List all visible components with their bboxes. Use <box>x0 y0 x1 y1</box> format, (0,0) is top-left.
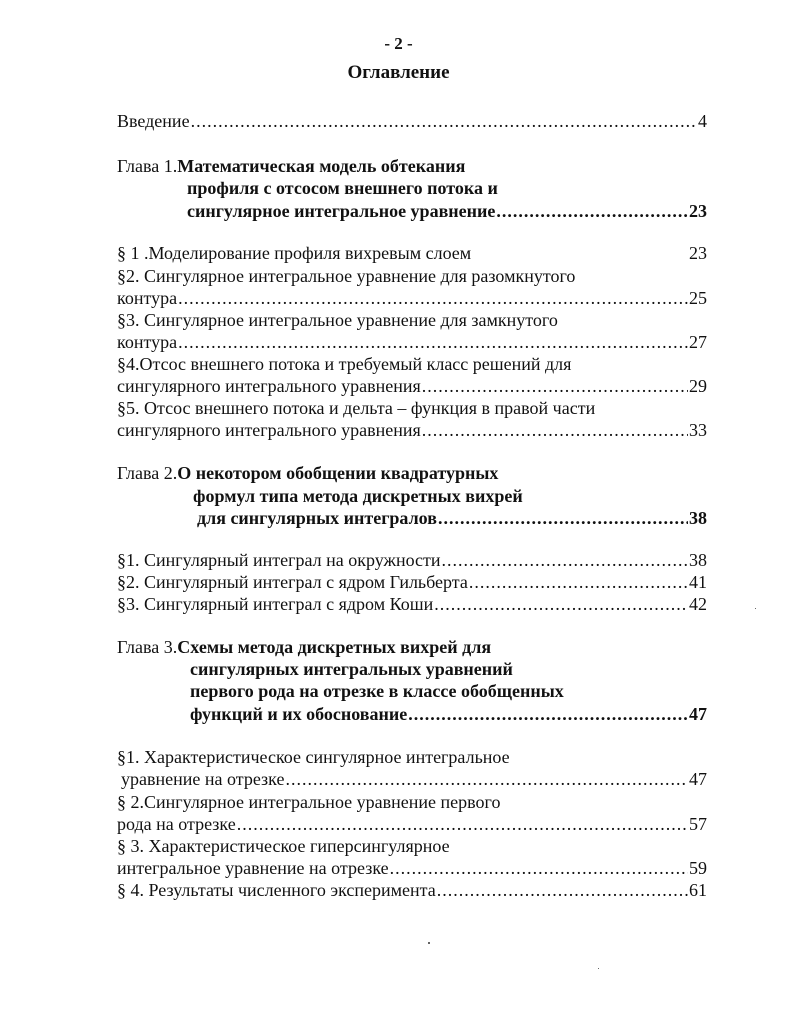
toc-entry-1-4-line-2[interactable] <box>117 375 707 397</box>
dot-leader <box>469 571 688 593</box>
dot-leader <box>434 593 688 615</box>
dot-leader <box>285 768 688 790</box>
dot-leader <box>422 419 688 441</box>
chapter-2-heading[interactable] <box>117 462 498 484</box>
toc-entry-1-5-line-2[interactable] <box>117 419 707 441</box>
dot-leader <box>442 549 688 571</box>
toc-entry-1-2-line-2[interactable] <box>117 287 707 309</box>
dot-leader <box>191 110 697 132</box>
toc-entry-label: §2. Сингулярный интеграл с ядром Гильберта <box>117 572 468 592</box>
chapter-1-title-line-2 <box>187 177 498 199</box>
toc-page-number: 23 <box>689 243 707 263</box>
toc-entry-label: § 3. Характеристическое гиперсингулярное <box>117 836 450 856</box>
toc-page-number: 38 <box>689 550 707 570</box>
toc-entry-label: § 1 .Моделирование профиля вихревым слоем <box>117 243 472 263</box>
toc-entry-2-1[interactable] <box>117 549 707 571</box>
dot-leader <box>437 879 688 901</box>
chapter-prefix: Глава 2. <box>117 463 178 483</box>
toc-entry-label: § 4. Результаты численного эксперимента <box>117 880 436 900</box>
toc-entry-2-2[interactable] <box>117 571 707 593</box>
chapter-1-heading[interactable] <box>117 155 465 177</box>
toc-entry-1-4-line-1[interactable] <box>117 353 571 375</box>
chapter-2-title-line-3[interactable] <box>197 507 707 529</box>
chapter-title-text: для сингулярных интегралов <box>197 508 437 528</box>
toc-entry-intro[interactable] <box>117 110 707 132</box>
chapter-3-heading[interactable] <box>117 636 491 658</box>
toc-page-number: 38 <box>689 508 707 528</box>
chapter-title-text: первого рода на отрезке в классе обобщенных <box>190 681 564 701</box>
toc-page-number: 61 <box>689 880 707 900</box>
toc-entry-label: сингулярного интегрального уравнения <box>117 420 421 440</box>
toc-page-number: 23 <box>689 201 707 221</box>
toc-entry-3-2-line-1[interactable] <box>117 791 500 813</box>
toc-entry-label: интегральное уравнение на отрезке <box>117 858 389 878</box>
chapter-3-title-line-4[interactable] <box>190 703 707 725</box>
dot-leader <box>422 375 688 397</box>
scan-speck <box>428 942 430 944</box>
chapter-2-title-line-2 <box>193 485 523 507</box>
toc-entry-1-2-line-1[interactable] <box>117 265 575 287</box>
dot-leader <box>390 857 688 879</box>
toc-entry-label: §4.Отсос внешнего потока и требуемый класс решений для <box>117 354 572 374</box>
chapter-3-title-line-3 <box>190 680 564 702</box>
chapter-1-title-line-3[interactable] <box>187 200 707 222</box>
chapter-title-text: сингулярных интегральных уравнений <box>190 659 513 679</box>
toc-entry-label: § 2.Сингулярное интегральное уравнение первого <box>117 792 501 812</box>
toc-entry-3-3-line-1[interactable] <box>117 835 450 857</box>
toc-entry-label: рода на отрезке <box>117 814 236 834</box>
toc-entry-3-3-line-2[interactable] <box>117 857 707 879</box>
toc-page-number: 57 <box>689 814 707 834</box>
toc-entry-1-1[interactable] <box>117 242 707 264</box>
toc-entry-2-3[interactable] <box>117 593 707 615</box>
toc-entry-label: §1. Характеристическое сингулярное интегральное <box>117 747 510 767</box>
toc-entry-3-2-line-2[interactable] <box>117 813 707 835</box>
dot-leader <box>438 507 688 529</box>
toc-entry-1-3-line-1[interactable] <box>117 309 558 331</box>
chapter-prefix: Глава 1. <box>117 156 178 176</box>
toc-page-number: 59 <box>689 858 707 878</box>
dot-leader <box>237 813 688 835</box>
page-title: Оглавление <box>347 62 450 83</box>
toc-entry-label: Введение <box>117 111 190 131</box>
toc-page-number: 27 <box>689 332 707 352</box>
toc-entry-3-1-line-2[interactable] <box>121 768 707 790</box>
toc-entry-label: контура <box>117 332 178 352</box>
toc-entry-label: §2. Сингулярное интегральное уравнение для разомкнутого <box>117 266 576 286</box>
chapter-3-title-line-2 <box>190 658 513 680</box>
scan-speck <box>755 608 756 609</box>
chapter-title: Схемы метода дискретных вихрей для <box>177 637 492 657</box>
toc-entry-label: §5. Отсос внешнего потока и дельта – функция в правой части <box>117 398 596 418</box>
toc-entry-label: сингулярного интегрального уравнения <box>117 376 421 396</box>
chapter-title-text: профиля с отсосом внешнего потока и <box>187 178 498 198</box>
toc-entry-3-4[interactable] <box>117 879 707 901</box>
dot-leader <box>408 703 688 725</box>
toc-entry-label: §1. Сингулярный интеграл на окружности <box>117 550 441 570</box>
toc-entry-label: контура <box>117 288 178 308</box>
toc-page-number: 29 <box>689 376 707 396</box>
toc-page-number: 42 <box>689 594 707 614</box>
dot-leader <box>178 287 688 309</box>
toc-page-number: 47 <box>689 704 707 724</box>
toc-entry-1-5-line-1[interactable] <box>117 397 595 419</box>
page-number: - 2 - <box>384 34 413 53</box>
chapter-title: О некотором обобщении квадратурных <box>177 463 499 483</box>
toc-page-number: 25 <box>689 288 707 308</box>
toc-page-number: 41 <box>689 572 707 592</box>
toc-entry-3-1-line-1[interactable] <box>117 746 510 768</box>
toc-entry-label: §3. Сингулярный интеграл с ядром Коши <box>117 594 434 614</box>
toc-entry-1-3-line-2[interactable] <box>117 331 707 353</box>
toc-entry-label: уравнение на отрезке <box>121 769 285 789</box>
scan-speck <box>598 968 599 969</box>
toc-entry-label: §3. Сингулярное интегральное уравнение для замкнутого <box>117 310 558 330</box>
chapter-title-text: функций и их обоснование <box>190 704 408 724</box>
chapter-title: Математическая модель обтекания <box>177 156 466 176</box>
chapter-title-text: формул типа метода дискретных вихрей <box>193 486 523 506</box>
dot-leader <box>178 331 688 353</box>
toc-page-number: 33 <box>689 420 707 440</box>
toc-page-number: 4 <box>698 111 707 131</box>
chapter-prefix: Глава 3. <box>117 637 178 657</box>
chapter-title-text: сингулярное интегральное уравнение <box>187 201 496 221</box>
toc-page-number: 47 <box>689 769 707 789</box>
dot-leader <box>496 200 688 222</box>
